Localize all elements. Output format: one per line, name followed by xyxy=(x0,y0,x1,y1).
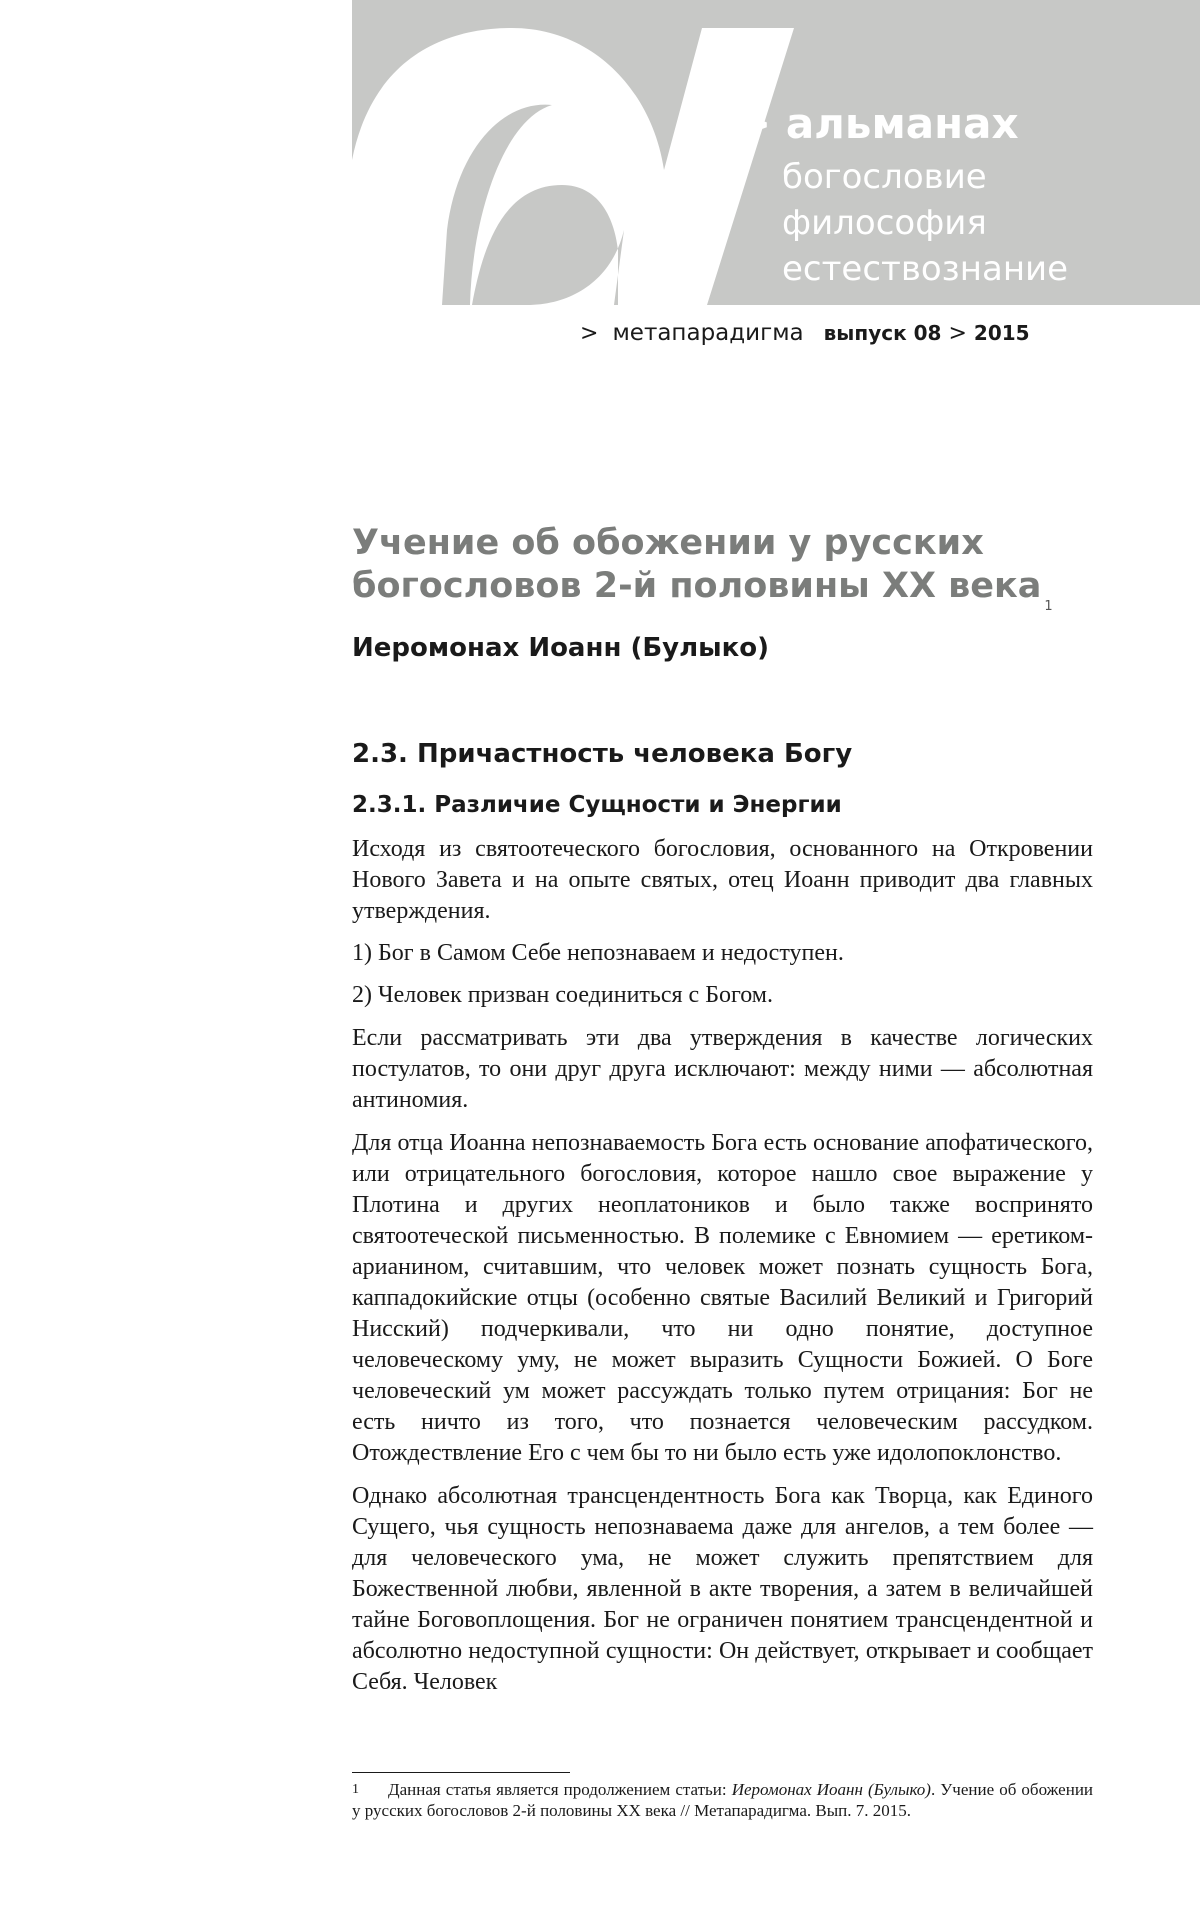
issue-line xyxy=(580,320,1030,346)
paragraph: Однако абсолютная трансцендентность Бога как Творца, как Единого Сущего, чья сущность непознаваема даже для ангелов, а тем более — для человеческого ума, не может служить препятствием для Божественной любви, явленной в акте творения, а затем в величайшей тайне Боговоплощения. Бог не ограничен понятием трансцендентной и абсолютно недоступной сущности: Он действует, открывает и сообщает Себя. Человек xyxy=(352,1483,1093,1695)
masthead-title: > альманах xyxy=(736,99,1019,148)
masthead-line-theology: богословие xyxy=(782,157,987,197)
paragraph: Для отца Иоанна непознаваемость Бога есть основание апофатического, или отрицательного богословия, которое нашло свое выражение у Плотина и других неоплатоников и было также воспринято святоотеческой письменностью. В полемике с Евномием — еретиком-арианином, считавшим, что человек может познать сущность Бога, каппадокийские отцы (особенно святые Василий Великий и Григорий Нисский) подчеркивали, что ни одно понятие, доступное человеческому уму, не может выразить Сущности Божией. О Боге человеческий ум может рассуждать только путем отрицания: Бог не есть ничто из того, что познается человеческим рассудком. Отождествление Его с чем бы то ни было есть уже идолопоклонство. xyxy=(352,1130,1093,1466)
paragraph: 2) Человек призван соединиться с Богом. xyxy=(352,982,773,1008)
footnote-text-start: Данная статья является продолжением статьи: xyxy=(388,1780,727,1799)
masthead-line-philosophy: философия xyxy=(782,203,987,243)
paragraph: Если рассматривать эти два утверждения в качестве логических постулатов, то они друг друга исключают: между ними — абсолютная антиномия. xyxy=(352,1025,1093,1113)
footnote-text-end: . Учение об обожении у русских богословов 2-й половины XX века // Метапарадигма. Вып. 7. 2015. xyxy=(352,1780,1094,1820)
footnote xyxy=(352,1779,1093,1821)
section-heading: 2.3. Причастность человека Богу xyxy=(352,739,853,769)
article-title-line-1: Учение об обожении у русских xyxy=(352,523,984,563)
article-title xyxy=(352,522,1093,614)
footnote-ref[interactable]: 1 xyxy=(1044,599,1053,614)
article-author: Иеромонах Иоанн (Булыко) xyxy=(352,633,770,663)
footnote-divider xyxy=(352,1772,570,1773)
masthead-line-science: естествознание xyxy=(782,249,1069,289)
paragraph: Исходя из святоотеческого богословия, основанного на Откровении Нового Завета и на опыте святых, отец Иоанн приводит два главных утверждения. xyxy=(352,836,1093,924)
article-title-line-2: богословов 2-й половины XX века xyxy=(352,566,1042,606)
issue-number: выпуск 08 xyxy=(823,321,942,345)
paragraph: 1) Бог в Самом Себе непознаваем и недоступен. xyxy=(352,940,844,966)
footnote-number: 1 xyxy=(352,1782,359,1797)
issue-year: 2015 xyxy=(973,321,1030,345)
subsection-heading: 2.3.1. Различие Сущности и Энергии xyxy=(352,792,842,818)
article-body xyxy=(352,522,1093,1698)
footnote-author: Иеромонах Иоанн (Булыко) xyxy=(731,1780,931,1799)
issue-separator: > xyxy=(948,321,967,346)
masthead xyxy=(736,94,1068,292)
journal-name: метапарадигма xyxy=(612,320,804,346)
issue-arrow-icon: > xyxy=(580,321,599,346)
